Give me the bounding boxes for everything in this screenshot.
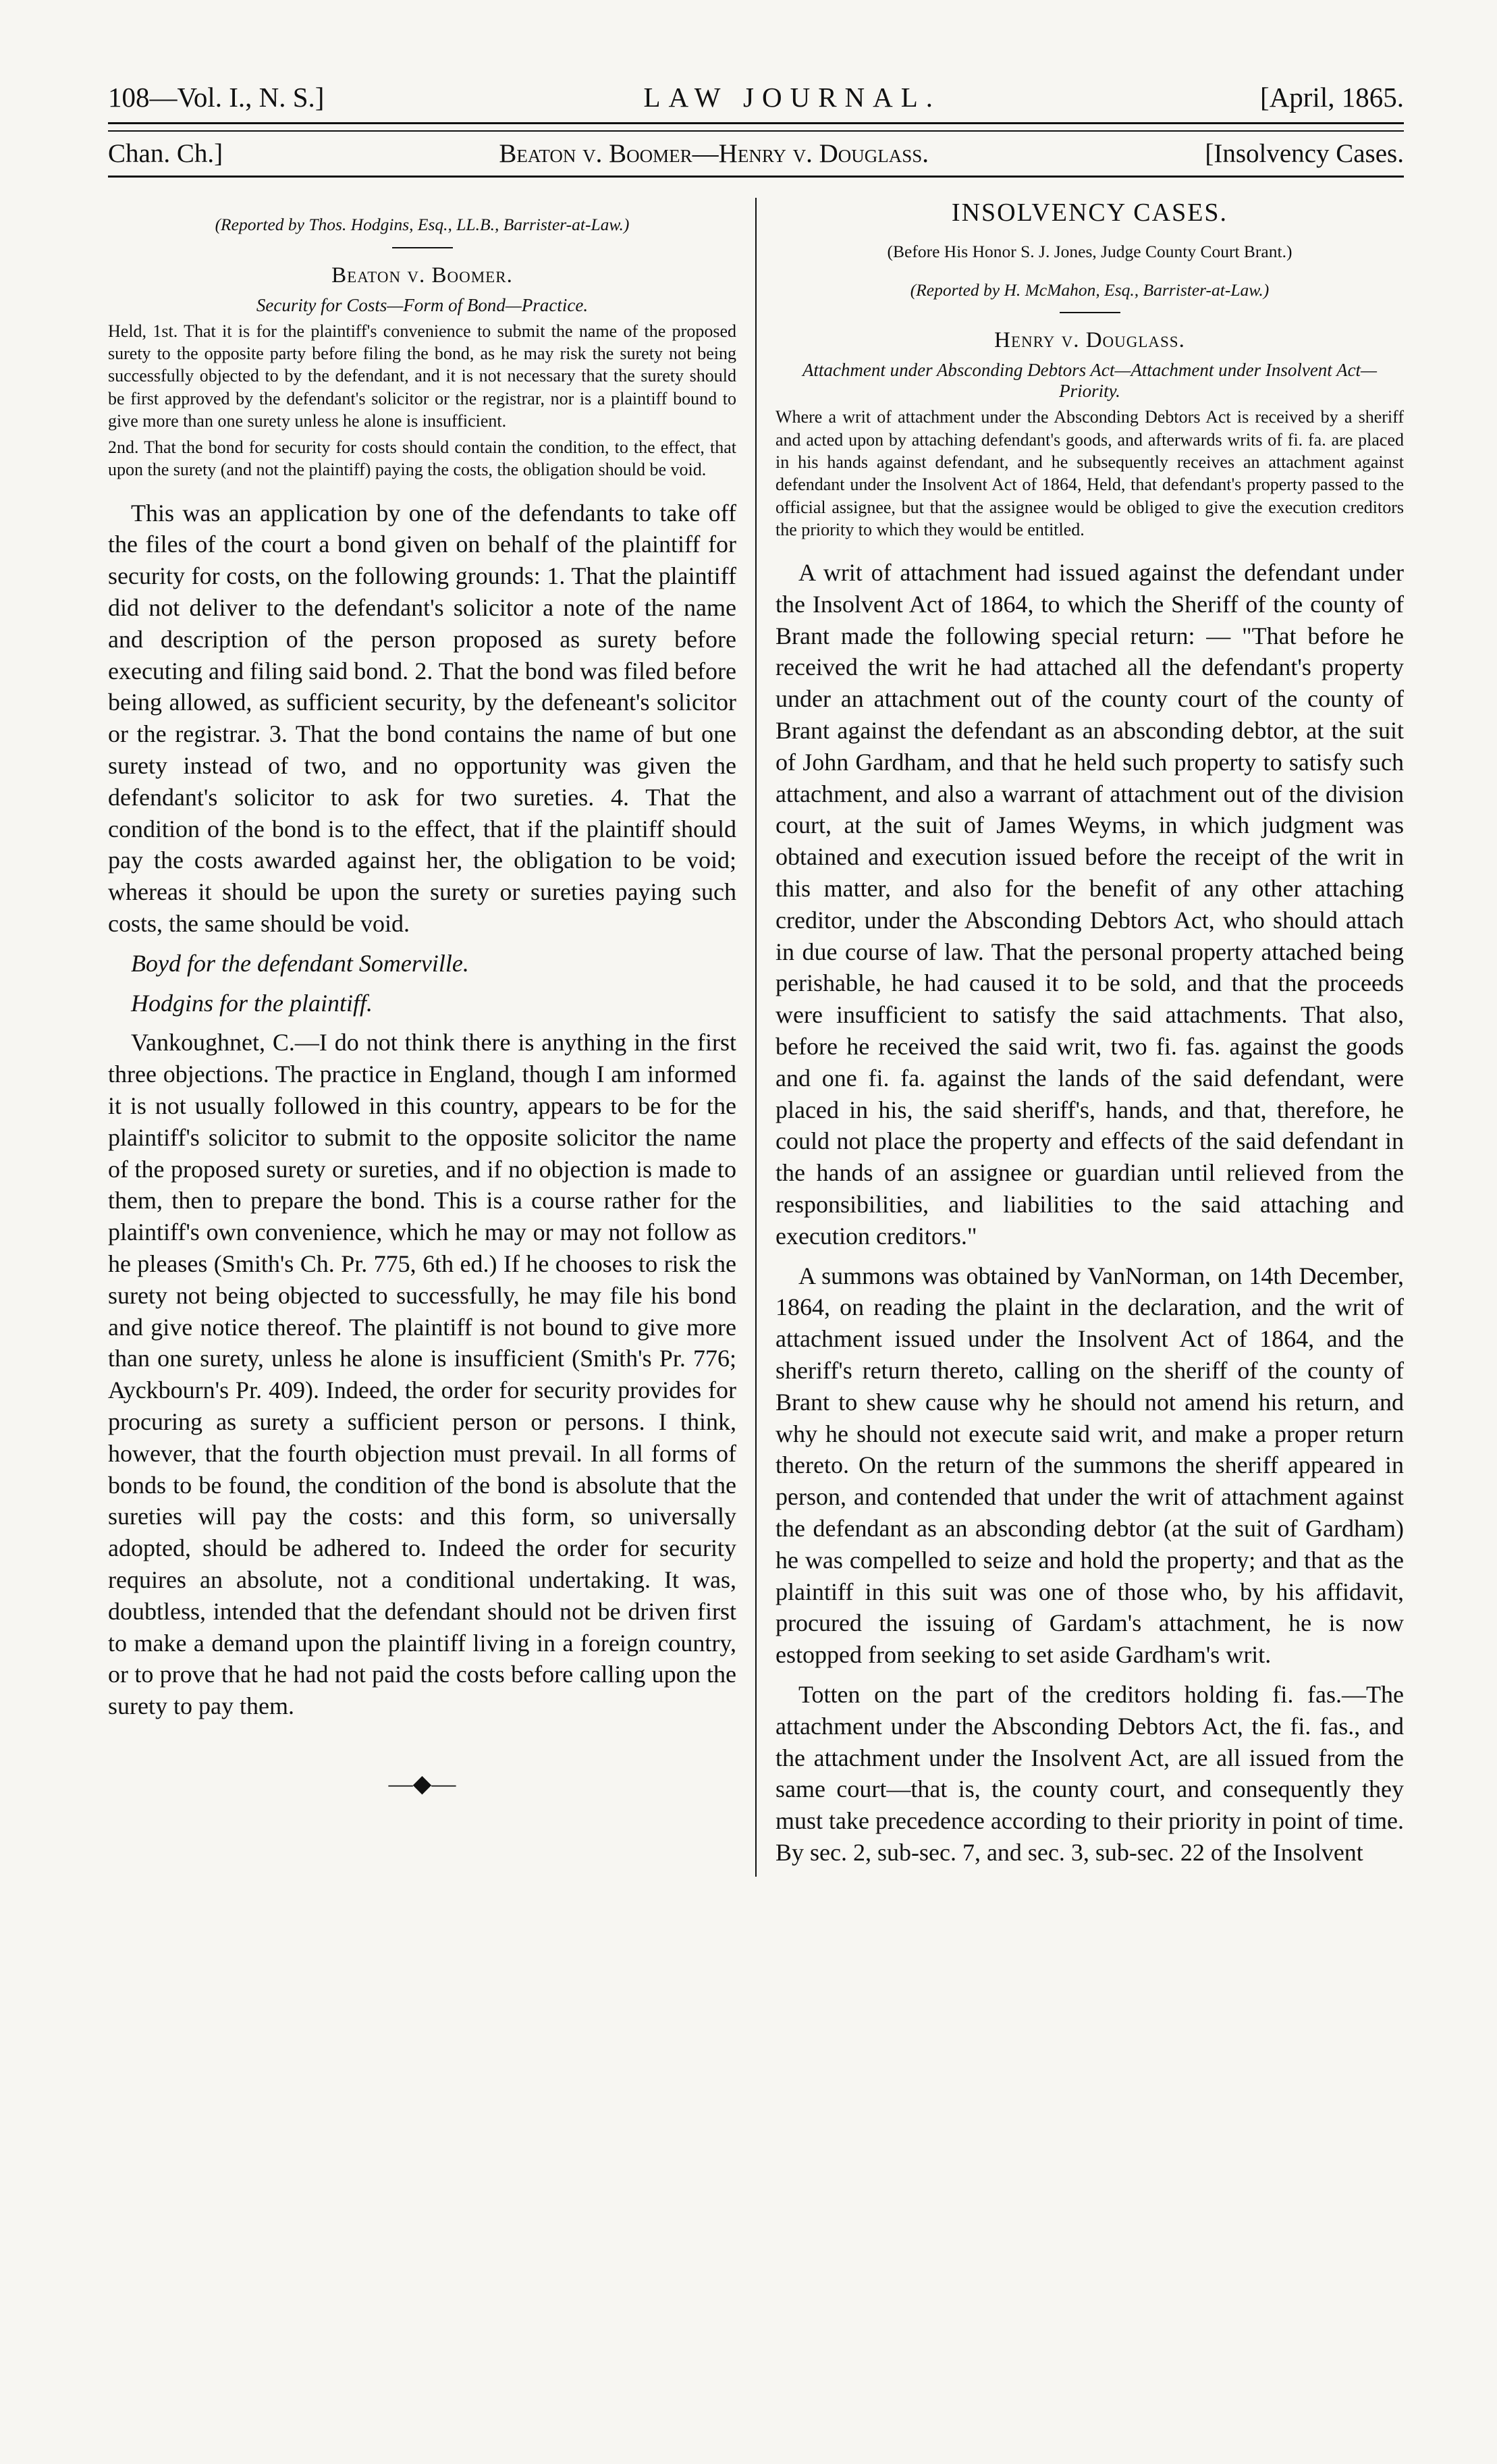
header-rule [108,122,1404,132]
paragraph: Boyd for the defendant Somerville. [131,949,469,977]
case-title: Henry v. Douglass. [994,328,1185,353]
left-column [108,198,755,1877]
headnote: Where a writ of attachment under the Absconding Debtors Act is received by a sheriff and acted upon by attaching defendant's goods, and afterwards writs of fi. fa. are placed in his hands against defendant, and he subsequently receives an attachment against defendant under the Insolvent Act of 1864, Held, that defendant's property passed to the official assignee, but that the assignee would be obliged to give the execution creditors the priority to which they would be entitled. [775,407,1404,539]
court-note: (Before His Honor S. J. Jones, Judge County Court Brant.) [887,242,1292,262]
case-subject: Security for Costs—Form of Bond—Practice. [256,294,589,315]
sub-header [108,138,1404,169]
paragraph: Totten on the part of the creditors holding fi. fas.—The attachment under the Absconding Debtors Act, the fi. fas., and the attachment under the Insolvent Act, are all issued from the same court—that is, the county court, and consequently they must take precedence according to their priority in point of time. By sec. 2, sub-sec. 7, and sec. 3, sub-sec. 22 of the Insolvent [775,1680,1404,1866]
case-title: Beaton v. Boomer. [331,263,513,288]
end-ornament: —◆— [388,1769,456,1797]
subheader-court: Chan. Ch.] [108,139,223,169]
two-columns [108,198,1404,1877]
paragraph: Hodgins for the plaintiff. [131,989,373,1017]
paragraph: A summons was obtained by VanNorman, on 14th December, 1864, on reading the plaint in the declaration, and the writ of attachment issued under the Insolvent Act of 1864, and the sheriff's return thereto, calling on the sheriff of the county of Brant to shew cause why he should not amend his return, and why he should not execute said writ, and make a proper return thereto. On the return of the summons the sheriff appeared in person, and contended that under the writ of attachment against the defendant as an absconding debtor (at the suit of Gardham) he was compelled to seize and hold the property; and that as the plaintiff in this suit was one of those who, by his affidavit, procured the issuing of Gardam's attachment, he is now estopped from seeking to set aside Gardham's writ. [775,1262,1404,1669]
subheader-cases: Beaton v. Boomer—Henry v. Douglass. [499,139,929,169]
reported-by: (Reported by H. McMahon, Esq., Barrister-at-Law.) [910,279,1270,300]
journal-title: LAW JOURNAL. [643,82,942,113]
divider [392,247,453,248]
headnote: Held, 1st. That it is for the plaintiff's convenience to submit the name of the proposed surety to the opposite party before filing the bond, as he may risk the surety not being successfully objected to by the defendant, and it is not necessary that the surety should be first approved by the defendant's solicitor or the registrar, nor is a plaintiff bound to give more than one surety unless he alone is insufficient. [108,321,736,431]
header-date: [April, 1865. [1260,82,1404,113]
subheader-rule [108,176,1404,178]
section-title: INSOLVENCY CASES. [951,198,1228,227]
page [108,81,1404,1877]
subheader-section: [Insolvency Cases. [1205,139,1404,169]
paragraph: This was an application by one of the defendants to take off the files of the court a bond given on behalf of the plaintiff for security for costs, on the following grounds: 1. That the plaintiff did not deliver to the defendant's solicitor a note of the name and description of the person proposed as surety before executing and filing said bond. 2. That the bond was filed before being allowed, as sufficient security, by the defeneant's solicitor or the registrar. 3. That the bond contains the name of but one surety instead of two, and no opportunity was given the defendant's solicitor to ask for two sureties. 4. That the condition of the bond is to the effect, that if the plaintiff should pay the costs awarded against her, the obligation to be void; whereas it should be upon the surety or sureties paying such costs, the same should be void. [108,499,736,938]
header-volume: 108—Vol. I., N. S.] [108,82,325,113]
judgment: Vankoughnet, C.—I do not think there is anything in the first three objections. The practice in England, though I am informed it is not usually followed in this country, appears to be for the plaintiff's solicitor to submit to the opposite solicitor the name of the proposed surety or sureties, and if no objection is made to them, then to prepare the bond. This is a course rather for the plaintiff's own convenience, which he may or may not follow as he pleases (Smith's Ch. Pr. 775, 6th ed.) If he chooses to risk the surety not being objected to successfully, he may file his bond and give notice thereof. The plaintiff is not bound to give more than one surety, unless he alone is insufficient (Smith's Pr. 776; Ayckbourn's Pr. 409). Indeed, the order for security provides for procuring as surety a sufficient person or persons. I think, however, that the fourth objection must prevail. In all forms of bonds to be found, the condition of the bond is absolute that the sureties will pay the costs: and this form, so universally adopted, should be adhered to. Indeed the order for security requires an absolute, not a conditional undertaking. It was, doubtless, intended that the defendant should not be driven first to make a demand upon the plaintiff living in a foreign country, or to prove that he had not paid the costs before calling upon the surety to pay them. [108,1029,736,1720]
case-subject: Attachment under Absconding Debtors Act—Attachment under Insolvent Act—Priority. [802,360,1378,402]
headnote: 2nd. That the bond for security for costs should contain the condition, to the effect, that upon the surety (and not the plaintiff) paying the costs, the obligation should be void. [108,437,736,480]
paragraph: A writ of attachment had issued against the defendant under the Insolvent Act of 1864, to which the Sheriff of the county of Brant made the following special return: — "That before he received the writ he had attached all the defendant's property under an attachment out of the county court of the county of Brant against the defendant as an absconding debtor, at the suit of John Gardham, and that he held such property to satisfy such attachment, and also a warrant of attachment out of the division court, at the suit of James Weyms, in which judgment was obtained and execution issued before the receipt of the writ in this matter, and also for the benefit of any other attaching creditor, under the Absconding Debtors Act, who should attach in due course of law. That the personal property attached being perishable, he had caused it to be sold, and that the proceeds were insufficient to satisfy the said attachments. That also, before he received the said writ, two fi. fas. against the goods and one fi. fa. against the lands of the said defendant, were placed in his, the said sheriff's, hands, and that, therefore, he could not place the property and effects of the said defendant in the hands of an assignee or guardian until relieved from the responsibilities, and liabilities to the said attaching and execution creditors." [775,559,1404,1250]
divider [1060,312,1120,313]
right-column [755,198,1404,1877]
running-header [108,81,1404,114]
reported-by: (Reported by Thos. Hodgins, Esq., LL.B., Barrister-at-Law.) [215,215,630,235]
